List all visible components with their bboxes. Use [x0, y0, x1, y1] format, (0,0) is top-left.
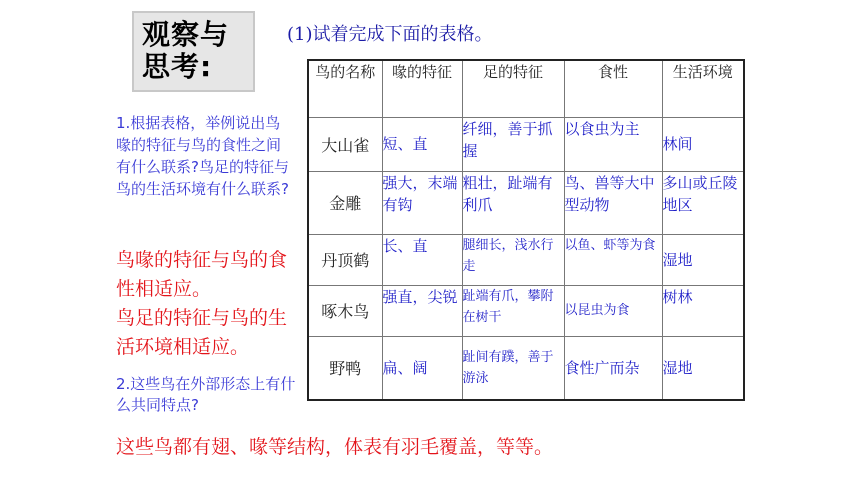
habitat-cell: 湿地	[662, 234, 744, 285]
diet-cell: 食性广而杂	[564, 336, 662, 400]
bird-table	[307, 59, 745, 401]
beak-cell: 强直，尖锐	[382, 285, 462, 336]
table-row	[308, 336, 744, 400]
diet-cell: 以昆虫为食	[564, 285, 662, 336]
diet-cell: 以鱼、虾等为食	[564, 234, 662, 285]
beak-cell: 强大，末端有钩	[382, 171, 462, 234]
header-habitat: 生活环境	[662, 60, 744, 117]
habitat-cell: 多山或丘陵地区	[662, 171, 744, 234]
header-feet: 足的特征	[462, 60, 564, 117]
table-row	[308, 234, 744, 285]
feet-cell: 粗壮，趾端有利爪	[462, 171, 564, 234]
question-1: 1.根据表格，举例说出鸟喙的特征与鸟的食性之间有什么联系?鸟足的特征与鸟的生活环境有什么联系?	[116, 114, 289, 198]
habitat-cell: 湿地	[662, 336, 744, 400]
bird-name: 啄木鸟	[308, 285, 382, 336]
diet-cell: 以食虫为主	[564, 117, 662, 171]
answer-2: 这些鸟都有翅、喙等结构，体表有羽毛覆盖，等等。	[116, 436, 554, 458]
slide-title: 观察与 思考:	[142, 18, 230, 83]
feet-cell: 腿细长，浅水行走	[462, 234, 564, 285]
habitat-cell: 林间	[662, 117, 744, 171]
feet-cell: 趾端有爪，攀附在树干	[462, 285, 564, 336]
beak-cell: 短、直	[382, 117, 462, 171]
header-diet: 食性	[564, 60, 662, 117]
bird-name: 大山雀	[308, 117, 382, 171]
bird-name: 丹顶鹤	[308, 234, 382, 285]
bird-name: 金雕	[308, 171, 382, 234]
habitat-cell: 树林	[662, 285, 744, 336]
feet-cell: 纤细，善于抓握	[462, 117, 564, 171]
table-header-row	[308, 60, 744, 117]
instruction-text: (1)试着完成下面的表格。	[287, 24, 493, 45]
feet-cell: 趾间有蹼，善于游泳	[462, 336, 564, 400]
beak-cell: 扁、阔	[382, 336, 462, 400]
question-2: 2.这些鸟在外部形态上有什么共同特点?	[116, 375, 296, 414]
header-beak: 喙的特征	[382, 60, 462, 117]
header-name: 鸟的名称	[308, 60, 382, 117]
table-row	[308, 285, 744, 336]
title-box	[132, 11, 255, 92]
diet-cell: 鸟、兽等大中型动物	[564, 171, 662, 234]
table-row	[308, 171, 744, 234]
table-row	[308, 117, 744, 171]
answer-1-line-2: 鸟足的特征与鸟的生活环境相适应。	[116, 307, 288, 358]
answer-1-line-1: 鸟喙的特征与鸟的食性相适应。	[116, 249, 288, 300]
beak-cell: 长、直	[382, 234, 462, 285]
bird-name: 野鸭	[308, 336, 382, 400]
answer-1	[116, 246, 300, 362]
